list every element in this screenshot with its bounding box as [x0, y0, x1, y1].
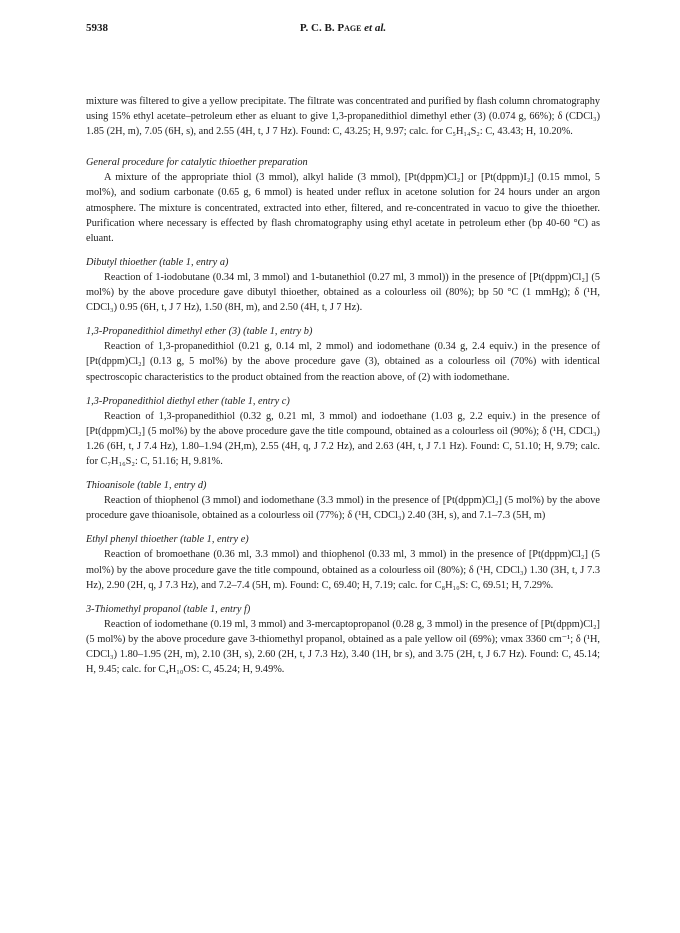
section-paragraph: A mixture of the appropriate thiol (3 mmol), alkyl halide (3 mmol), [Pt(dppm)Cl₂] or [Pt(dppm)I₂] (0.15 mmol, 5 mol%), and sodium carbonate (0.65 g, 6 mmol) is heated under reflux in acetone solution for 24 hours under an argon atmosphere. The mixture is concentrated, extracted into ether, filtered, and re-concentrated in vacuo to give the thioether. Purification where necessary is effected by flash chromatography using ethyl acetate in petroleum ether (bp 40-60 °C) as eluant.: [86, 172, 600, 244]
page-header: [86, 22, 600, 42]
section-paragraph: Reaction of bromoethane (0.36 ml, 3.3 mmol) and thiophenol (0.33 ml, 3 mmol) in the presence of [Pt(dppm)Cl₂] (5 mol%) by the above procedure gave the title compound, obtained as a colourless oil (80%); δ (¹H, CDCl₃) 1.30 (3H, t, J 7.3 Hz), 2.90 (2H, q, J 7.3 Hz), and 7.2–7.4 (5H, m). Found: C, 69.40; H, 7.19; calc. for C₈H₁₀S: C, 69.51; H, 7.29%.: [86, 549, 600, 591]
section-heading: 1,3-Propanedithiol dimethyl ether (3) (table 1, entry b): [86, 326, 313, 338]
section-heading: General procedure for catalytic thioether preparation: [86, 157, 308, 169]
section-heading: Ethyl phenyl thioether (table 1, entry e): [86, 534, 249, 546]
section-heading: 1,3-Propanedithiol diethyl ether (table 1, entry c): [86, 395, 290, 407]
section-paragraph: Reaction of 1,3-propanedithiol (0.21 g, 0.14 ml, 2 mmol) and iodomethane (0.34 g, 2.4 equiv.) in the presence of [Pt(dppm)Cl₂] (0.13 g, 5 mol%) by the above procedure gave (3), obtained as a colourless oil (70%) with identical spectroscopic characteristics to the product obtained from the reaction above, of (2) with iodomethane.: [86, 341, 600, 383]
section-heading: Thioanisole (table 1, entry d): [86, 480, 207, 492]
section-paragraph: Reaction of thiophenol (3 mmol) and iodomethane (3.3 mmol) in the presence of [Pt(dppm)Cl₂] (5 mol%) by the above procedure gave thioanisole, obtained as a colourless oil (77%); δ (¹H, CDCl₃) 2.40 (3H, s), and 7.1–7.3 (5H, m): [86, 495, 600, 522]
section-paragraph: Reaction of iodomethane (0.19 ml, 3 mmol) and 3-mercaptopropanol (0.28 g, 3 mmol) in the presence of [Pt(dppm)Cl₂] (5 mol%) by the above procedure gave 3-thiomethyl propanol, obtained as a pale yellow oil (69%); νmax 3360 cm⁻¹; δ (¹H, CDCl₃) 1.80–1.95 (2H, m), 2.10 (3H, s), 2.60 (2H, t, J 7.3 Hz), 3.40 (1H, br s), and 3.75 (2H, t, J 6.7 Hz). Found: C, 45.14; H, 9.45; calc. for C₄H₁₀OS: C, 45.24; H, 9.49%.: [86, 618, 600, 676]
article-body: [86, 94, 600, 677]
running-head-et-al: et al.: [361, 22, 387, 34]
section-spacer: [86, 139, 600, 146]
section-heading: Dibutyl thioether (table 1, entry a): [86, 256, 229, 268]
running-head: [86, 22, 600, 34]
section-paragraph: Reaction of 1,3-propanedithiol (0.32 g, 0.21 ml, 3 mmol) and iodoethane (1.03 g, 2.2 equiv.) in the presence of [Pt(dppm)Cl₂] (5 mol%) by the above procedure gave the title compound, obtained as a colourless oil (90%); δ (¹H, CDCl₃) 1.26 (6H, t, J 7.4 Hz), 1.80–1.94 (2H,m), 2.55 (4H, q, J 7.2 Hz), and 2.63 (4H, t, J 7.1 Hz). Found: C, 51.10; H, 9.79; calc. for C₇H₁₆S₂: C, 51.16; H, 9.81%.: [86, 410, 600, 467]
page-number: 5938: [86, 22, 108, 34]
intro-paragraph: mixture was filtered to give a yellow precipitate. The filtrate was concentrated and purified by flash column chromatography using 15% ethyl acetate–petroleum ether as eluant to give 1,3-propanedithiol dimethyl ether (3) (0.074 g, 66%); δ (CDCl₃) 1.85 (2H, m), 7.05 (6H, s), and 2.55 (4H, t, J 7 Hz). Found: C, 43.25; H, 9.97; calc. for C₅H₁₄S₂: C, 43.43; H, 10.20%.: [86, 96, 600, 138]
running-head-initials: P. C. B.: [299, 22, 338, 34]
section-heading: 3-Thiomethyl propanol (table 1, entry f): [86, 603, 251, 615]
section-paragraph: Reaction of 1-iodobutane (0.34 ml, 3 mmol) and 1-butanethiol (0.27 ml, 3 mmol)) in the presence of [Pt(dppm)Cl₂] (5 mol%) by the above procedure gave dibutyl thioether, obtained as a colourless oil (80%); bp 50 °C (1 mmHg); δ (¹H, CDCl₃) 0.95 (6H, t, J 7 Hz), 1.50 (8H, m), and 2.50 (4H, t, J 7 Hz).: [86, 271, 600, 314]
running-head-surname: Page: [337, 22, 362, 34]
